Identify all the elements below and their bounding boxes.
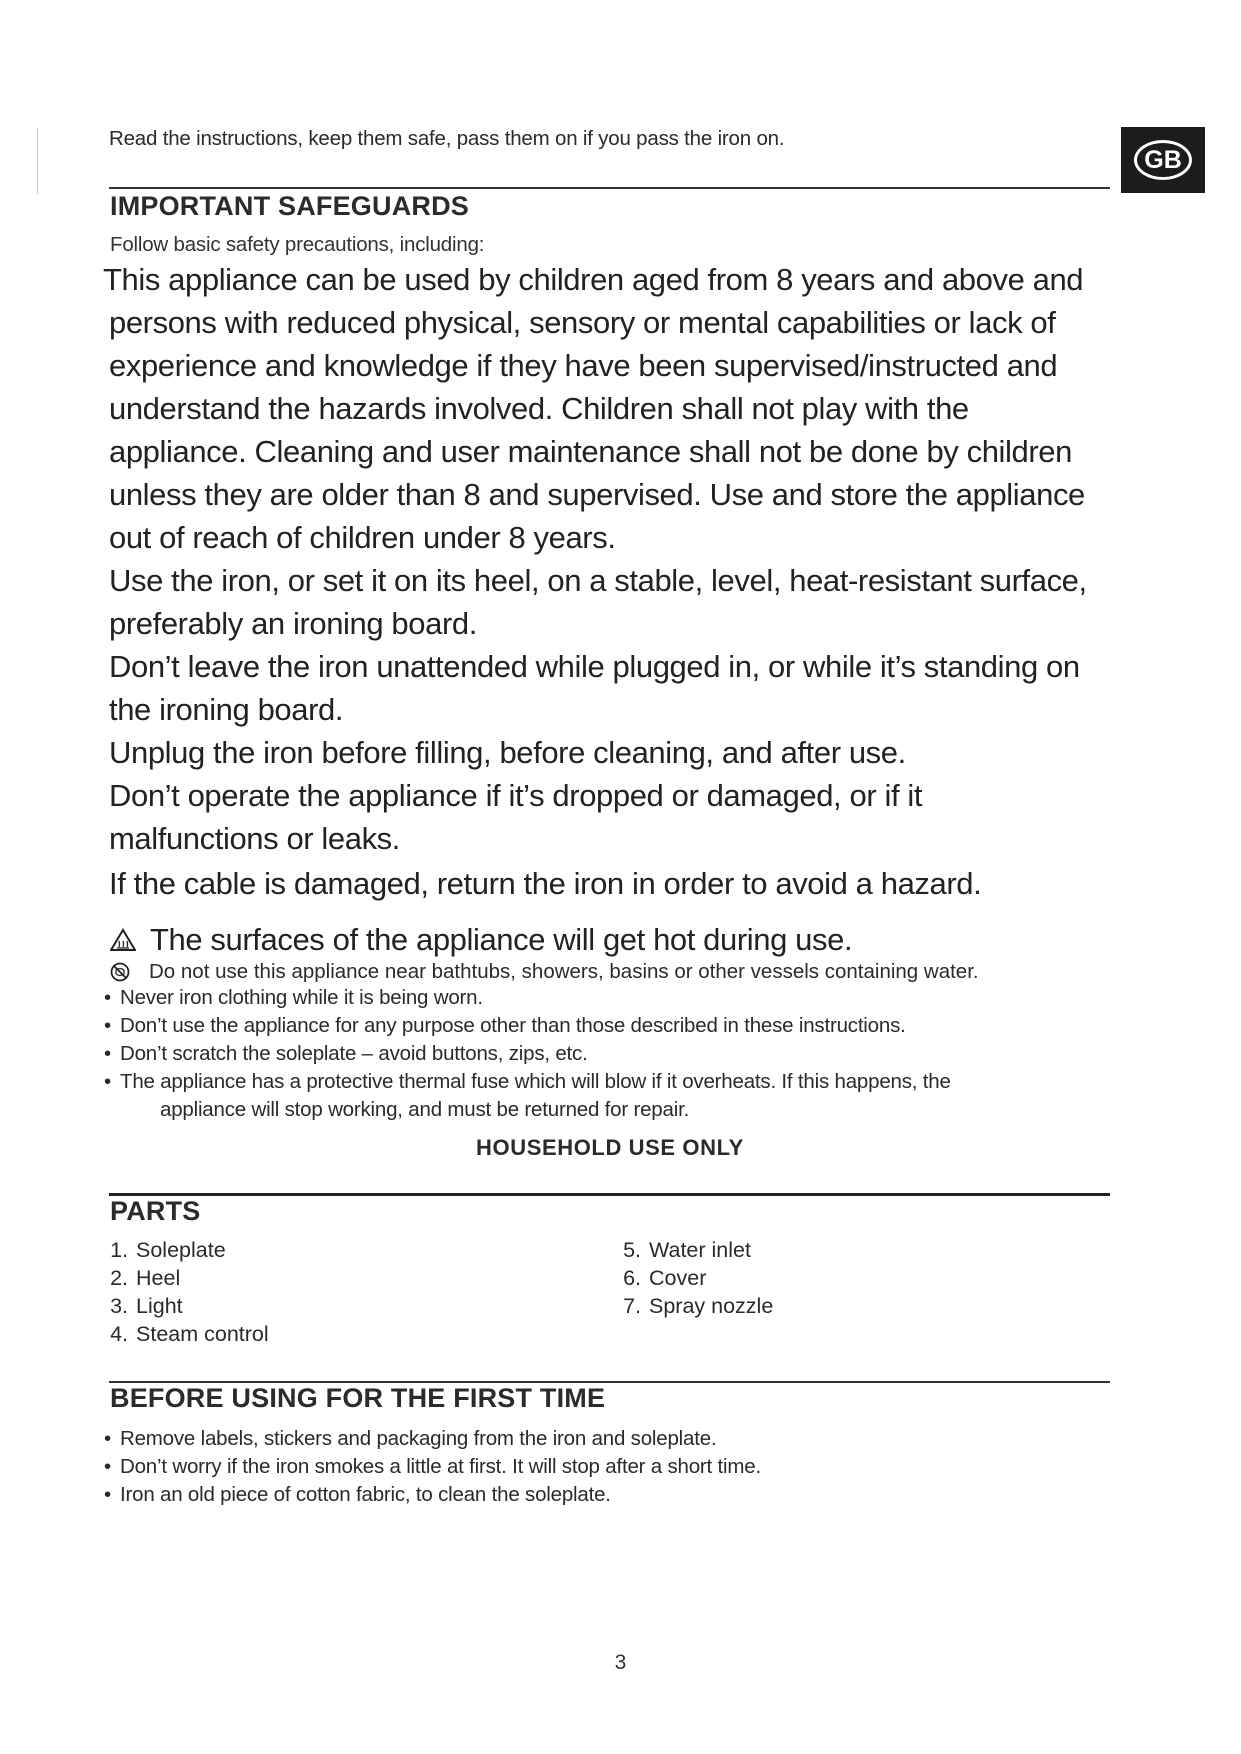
safeguard-line: unless they are older than 8 and supervised. Use and store the appliance <box>109 477 1085 512</box>
safeguards-subtitle: Follow basic safety precautions, including: <box>110 233 485 256</box>
water-warning <box>110 958 979 986</box>
list-item: • Don’t worry if the iron smokes a little at first. It will stop after a short time. <box>104 1455 761 1478</box>
list-item: 7. Spray nozzle <box>623 1294 774 1318</box>
safeguard-line: understand the hazards involved. Children shall not play with the <box>109 391 969 426</box>
list-item: 3. Light <box>110 1294 183 1318</box>
safeguard-line: Use the iron, or set it on its heel, on a stable, level, heat-resistant surface, <box>109 563 1087 598</box>
safeguard-line: Don’t operate the appliance if it’s dropped or damaged, or if it <box>109 778 923 813</box>
water-warning-text: Do not use this appliance near bathtubs, showers, basins or other vessels containing water. <box>149 960 979 983</box>
page-number: 3 <box>614 1651 627 1674</box>
safeguard-line: Unplug the iron before filling, before cleaning, and after use. <box>109 735 906 770</box>
parts-list-right <box>617 1236 773 1320</box>
parts-list-left <box>104 1236 269 1348</box>
bullet-continuation: appliance will stop working, and must be returned for repair. <box>160 1098 690 1121</box>
safeguard-line: If the cable is damaged, return the iron in order to avoid a hazard. <box>109 866 982 901</box>
list-item: 6. Cover <box>623 1266 707 1290</box>
safeguard-line: experience and knowledge if they have been supervised/instructed and <box>109 348 1058 383</box>
safeguard-line: appliance. Cleaning and user maintenance shall not be done by children <box>109 434 1072 469</box>
safeguard-line: This appliance can be used by children aged from 8 years and above and <box>103 262 1084 297</box>
divider <box>109 187 1110 189</box>
list-item: • Never iron clothing while it is being worn. <box>104 986 483 1009</box>
first-time-bullets <box>102 1425 761 1509</box>
list-item: 5. Water inlet <box>623 1238 751 1262</box>
list-item: • Remove labels, stickers and packaging from the iron and soleplate. <box>104 1427 717 1450</box>
safeguard-line: persons with reduced physical, sensory or mental capabilities or lack of <box>109 305 1056 340</box>
list-item: 2. Heel <box>110 1266 181 1290</box>
margin-mark <box>37 128 38 194</box>
hot-surface-warning <box>110 918 852 961</box>
divider <box>109 1193 1110 1196</box>
safeguard-line: preferably an ironing board. <box>109 606 477 641</box>
parts-heading: PARTS <box>110 1196 201 1226</box>
list-item: • Iron an old piece of cotton fabric, to clean the soleplate. <box>104 1483 611 1506</box>
list-item: 1. Soleplate <box>110 1238 226 1262</box>
list-item: • Don’t scratch the soleplate – avoid buttons, zips, etc. <box>104 1042 588 1065</box>
safeguard-line: out of reach of children under 8 years. <box>109 520 616 555</box>
safeguard-line: the ironing board. <box>109 692 344 727</box>
safeguard-line: Don’t leave the iron unattended while plugged in, or while it’s standing on <box>109 649 1080 684</box>
language-badge-label: GB <box>1134 140 1192 180</box>
language-badge <box>1121 127 1205 193</box>
hot-surface-warning-text: The surfaces of the appliance will get hot during use. <box>150 922 853 957</box>
list-item: • Don’t use the appliance for any purpose other than those described in these instructions. <box>104 1014 906 1037</box>
intro-text: Read the instructions, keep them safe, pass them on if you pass the iron on. <box>109 127 785 150</box>
safeguard-line: malfunctions or leaks. <box>109 821 400 856</box>
list-item: • The appliance has a protective thermal fuse which will blow if it overheats. If this happens, the appliance will stop working, and must be returned for repair. <box>102 1068 951 1124</box>
safeguards-heading: IMPORTANT SAFEGUARDS <box>110 191 469 221</box>
no-water-icon <box>110 962 130 982</box>
hot-surface-warning-icon <box>110 928 136 952</box>
household-use-notice: HOUSEHOLD USE ONLY <box>476 1135 744 1160</box>
safeguard-bullets <box>102 984 951 1124</box>
first-time-heading: BEFORE USING FOR THE FIRST TIME <box>110 1383 606 1413</box>
list-item: 4. Steam control <box>110 1322 269 1346</box>
